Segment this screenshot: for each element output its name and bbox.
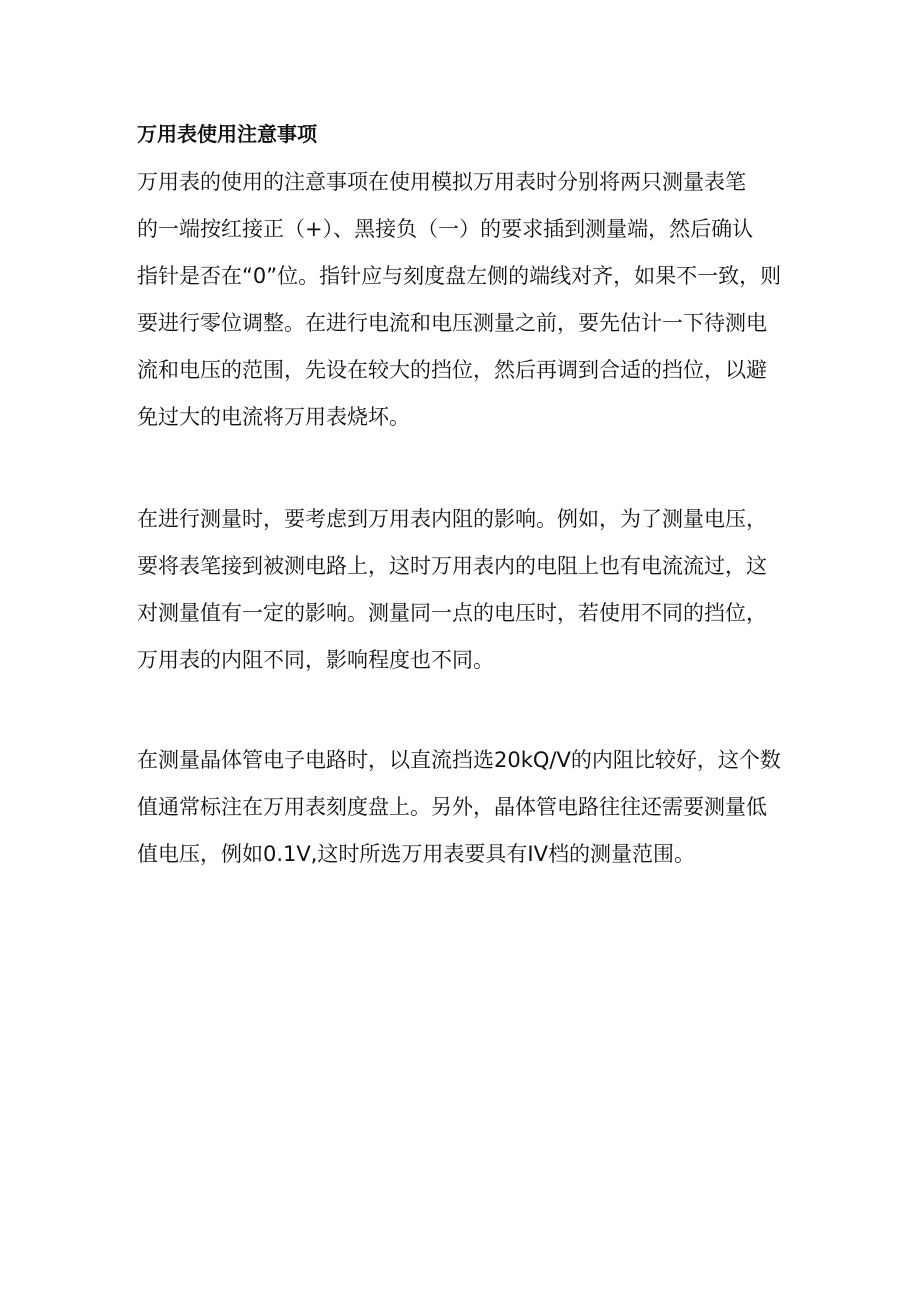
paragraph-line: 万用表的使用的注意事项在使用模拟万用表时分别将两只测量表笔 [137,170,746,194]
paragraph-line: 万用表的内阻不同，影响程度也不同。 [137,648,494,672]
paragraph-line: 在进行测量时，要考虑到万用表内阻的影响。例如，为了测量电压， [137,507,767,531]
paragraph-line: 值电压，例如0.1V,这时所选万用表要具有IV档的测量范围。 [137,842,695,866]
paragraph-line: 流和电压的范围，先设在较大的挡位，然后再调到合适的挡位，以避 [137,358,767,382]
paragraph-line: 免过大的电流将万用表烧坏。 [137,405,410,429]
paragraph-internal-resistance [137,496,797,684]
paragraph-line: 值通常标注在万用表刻度盘上。另外，晶体管电路往往还需要测量低 [137,795,767,819]
paragraph-line: 在测量晶体管电子电路时，以直流挡选20kQ/V的内阻比较好，这个数 [137,748,781,772]
paragraph-line: 要进行零位调整。在进行电流和电压测量之前，要先估计一下待测电 [137,311,767,335]
paragraph-transistor-circuits [137,737,797,878]
document-title: 万用表使用注意事项 [137,122,317,146]
paragraph-line: 指针是否在“0”位。指针应与刻度盘左侧的端线对齐，如果不一致，则 [137,264,782,288]
paragraph-line: 要将表笔接到被测电路上，这时万用表内的电阻上也有电流流过，这 [137,554,767,578]
paragraph-usage-precautions [137,159,797,441]
paragraph-line: 对测量值有一定的影响。测量同一点的电压时，若使用不同的挡位， [137,601,767,625]
paragraph-line: 的一端按红接正（+）、黑接负（一）的要求插到测量端，然后确认 [137,217,754,241]
